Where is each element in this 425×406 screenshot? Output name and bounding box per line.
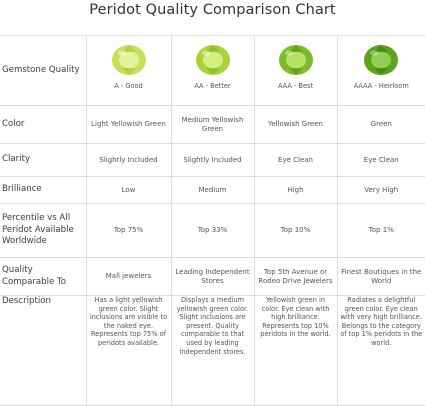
row-label-quality-comparable: Quality Comparable To bbox=[0, 258, 86, 296]
table-cell: Top 75% bbox=[86, 204, 171, 258]
table-cell: Top 5th Avenue or Rodeo Drive Jewelers bbox=[254, 258, 337, 296]
grade-label-aa: AA - Better bbox=[194, 82, 231, 90]
row-label-clarity: Clarity bbox=[0, 144, 86, 177]
table-cell: Low bbox=[86, 177, 171, 204]
table-row-clarity bbox=[0, 144, 425, 177]
table-row-brilliance bbox=[0, 177, 425, 204]
table-cell: Displays a medium yellowish green color. Slight inclusions are present. Quality comparable to that used by leading independent stores. bbox=[171, 296, 254, 406]
table-cell: Top 33% bbox=[171, 204, 254, 258]
table-row-quality-comparable bbox=[0, 258, 425, 296]
table-cell: Has a light yellowish green color. Slight inclusions are visible to the naked eye. Represents top 75% of peridots available. bbox=[86, 296, 171, 406]
table-cell: Leading Independent Stores bbox=[171, 258, 254, 296]
table-row-color bbox=[0, 106, 425, 144]
table-cell: Green bbox=[337, 106, 425, 144]
row-label-brilliance: Brilliance bbox=[0, 177, 86, 204]
row-label-color: Color bbox=[0, 106, 86, 144]
chart-title: Peridot Quality Comparison Chart bbox=[89, 2, 336, 18]
table-cell: Mall jewelers bbox=[86, 258, 171, 296]
row-label-description: Description bbox=[0, 296, 86, 406]
table-cell: Medium Yellowish Green bbox=[171, 106, 254, 144]
gemstone-aaa-icon bbox=[276, 42, 316, 78]
grade-label-aaa: AAA - Best bbox=[277, 82, 314, 90]
gemstone-aa-icon bbox=[193, 42, 233, 78]
table-cell: Top 10% bbox=[254, 204, 337, 258]
table-cell: Top 1% bbox=[337, 204, 425, 258]
table-cell: Eye Clean bbox=[337, 144, 425, 177]
row-label-percentile: Percentile vs All Peridot Available Worldwide bbox=[0, 204, 86, 258]
table-cell: Eye Clean bbox=[254, 144, 337, 177]
table-row-percentile bbox=[0, 204, 425, 258]
table-cell: High bbox=[254, 177, 337, 204]
grade-cell-aa bbox=[171, 36, 254, 106]
table-row-description bbox=[0, 296, 425, 406]
table-cell: Yellowish Green bbox=[254, 106, 337, 144]
table-cell: Radiates a delightful green color. Eye clean with very high brilliance. Belongs to the category of top 1% peridots in the world. bbox=[337, 296, 425, 406]
table-cell: Very High bbox=[337, 177, 425, 204]
table-cell: Light Yellowish Green bbox=[86, 106, 171, 144]
table-cell: Medium bbox=[171, 177, 254, 204]
table-cell: Slightly Included bbox=[86, 144, 171, 177]
table-header-row bbox=[0, 36, 425, 106]
gemstone-a-icon bbox=[109, 42, 149, 78]
comparison-table bbox=[0, 35, 425, 406]
table-cell: Yellowish green in color. Eye clean with high brilliance. Represents top 10% peridots in the world. bbox=[254, 296, 337, 406]
gemstone-aaaa-icon bbox=[361, 42, 401, 78]
grade-cell-aaa bbox=[254, 36, 337, 106]
table-cell: Slightly Included bbox=[171, 144, 254, 177]
grade-cell-a bbox=[86, 36, 171, 106]
header-label: Gemstone Quality bbox=[0, 36, 86, 106]
table-cell: Finest Boutiques in the World bbox=[337, 258, 425, 296]
grade-label-aaaa: AAAA - Heirloom bbox=[353, 82, 409, 90]
grade-label-a: A - Good bbox=[114, 82, 143, 90]
grade-cell-aaaa bbox=[337, 36, 425, 106]
